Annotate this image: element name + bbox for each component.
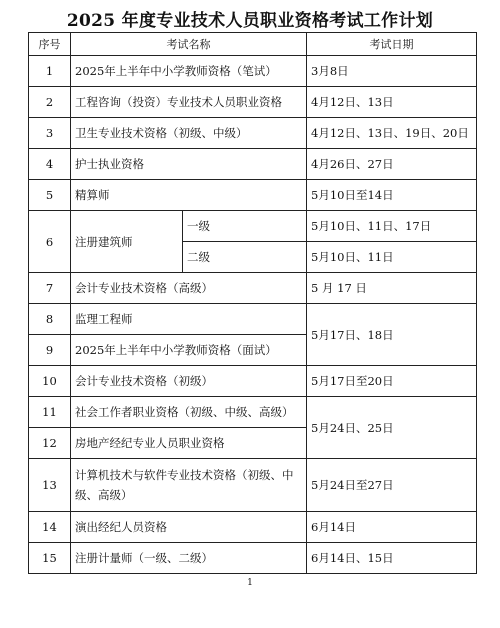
row-no: 15 xyxy=(29,543,71,574)
exam-sublevel: 二级 xyxy=(183,242,307,273)
document-title: 2025 年度专业技术人员职业资格考试工作计划 xyxy=(66,11,434,31)
page-number: 1 xyxy=(247,578,253,588)
exam-name: 会计专业技术资格（初级） xyxy=(71,366,307,397)
exam-date: 5月24日、25日 xyxy=(307,397,477,459)
row-no: 4 xyxy=(29,149,71,180)
exam-name: 2025年上半年中小学教师资格（笔试） xyxy=(71,56,307,87)
header-name: 考试名称 xyxy=(71,33,307,56)
row-no: 9 xyxy=(29,335,71,366)
exam-date: 6月14日 xyxy=(307,512,477,543)
table-row xyxy=(29,180,477,211)
exam-name: 工程咨询（投资）专业技术人员职业资格 xyxy=(71,87,307,118)
exam-date: 4月12日、13日 xyxy=(307,87,477,118)
table-row xyxy=(29,87,477,118)
exam-name: 房地产经纪专业人员职业资格 xyxy=(71,428,307,459)
header-row xyxy=(29,33,477,56)
exam-name: 演出经纪人员资格 xyxy=(71,512,307,543)
exam-date: 5月10日、11日 xyxy=(307,242,477,273)
exam-date: 4月26日、27日 xyxy=(307,149,477,180)
row-no: 11 xyxy=(29,397,71,428)
row-no: 1 xyxy=(29,56,71,87)
row-no: 5 xyxy=(29,180,71,211)
exam-name: 注册建筑师 xyxy=(71,211,183,273)
table-row xyxy=(29,211,477,242)
exam-sublevel: 一级 xyxy=(183,211,307,242)
exam-date: 5月10日至14日 xyxy=(307,180,477,211)
exam-date: 5月24日至27日 xyxy=(307,459,477,512)
row-no: 2 xyxy=(29,87,71,118)
row-no: 7 xyxy=(29,273,71,304)
exam-name: 会计专业技术资格（高级） xyxy=(71,273,307,304)
exam-date: 5 月 17 日 xyxy=(307,273,477,304)
exam-date: 6月14日、15日 xyxy=(307,543,477,574)
exam-schedule-table xyxy=(28,32,477,574)
exam-name: 注册计量师（一级、二级） xyxy=(71,543,307,574)
exam-date: 5月17日、18日 xyxy=(307,304,477,366)
row-no: 8 xyxy=(29,304,71,335)
table-row xyxy=(29,459,477,512)
exam-name: 计算机技术与软件专业技术资格（初级、中级、高级） xyxy=(71,459,307,512)
table-row xyxy=(29,397,477,428)
exam-date: 5月10日、11日、17日 xyxy=(307,211,477,242)
exam-name: 护士执业资格 xyxy=(71,149,307,180)
exam-name: 卫生专业技术资格（初级、中级） xyxy=(71,118,307,149)
row-no: 13 xyxy=(29,459,71,512)
exam-name: 精算师 xyxy=(71,180,307,211)
exam-name: 2025年上半年中小学教师资格（面试） xyxy=(71,335,307,366)
exam-name: 监理工程师 xyxy=(71,304,307,335)
header-no: 序号 xyxy=(29,33,71,56)
table-row xyxy=(29,56,477,87)
header-date: 考试日期 xyxy=(307,33,477,56)
table-row xyxy=(29,149,477,180)
exam-date: 5月17日至20日 xyxy=(307,366,477,397)
table-row xyxy=(29,304,477,335)
table-row xyxy=(29,512,477,543)
table-row xyxy=(29,118,477,149)
exam-date: 3月8日 xyxy=(307,56,477,87)
row-no: 3 xyxy=(29,118,71,149)
table-row xyxy=(29,273,477,304)
row-no: 14 xyxy=(29,512,71,543)
row-no: 12 xyxy=(29,428,71,459)
row-no: 10 xyxy=(29,366,71,397)
table-row xyxy=(29,366,477,397)
table-row xyxy=(29,543,477,574)
row-no: 6 xyxy=(29,211,71,273)
exam-name: 社会工作者职业资格（初级、中级、高级） xyxy=(71,397,307,428)
exam-date: 4月12日、13日、19日、20日 xyxy=(307,118,477,149)
